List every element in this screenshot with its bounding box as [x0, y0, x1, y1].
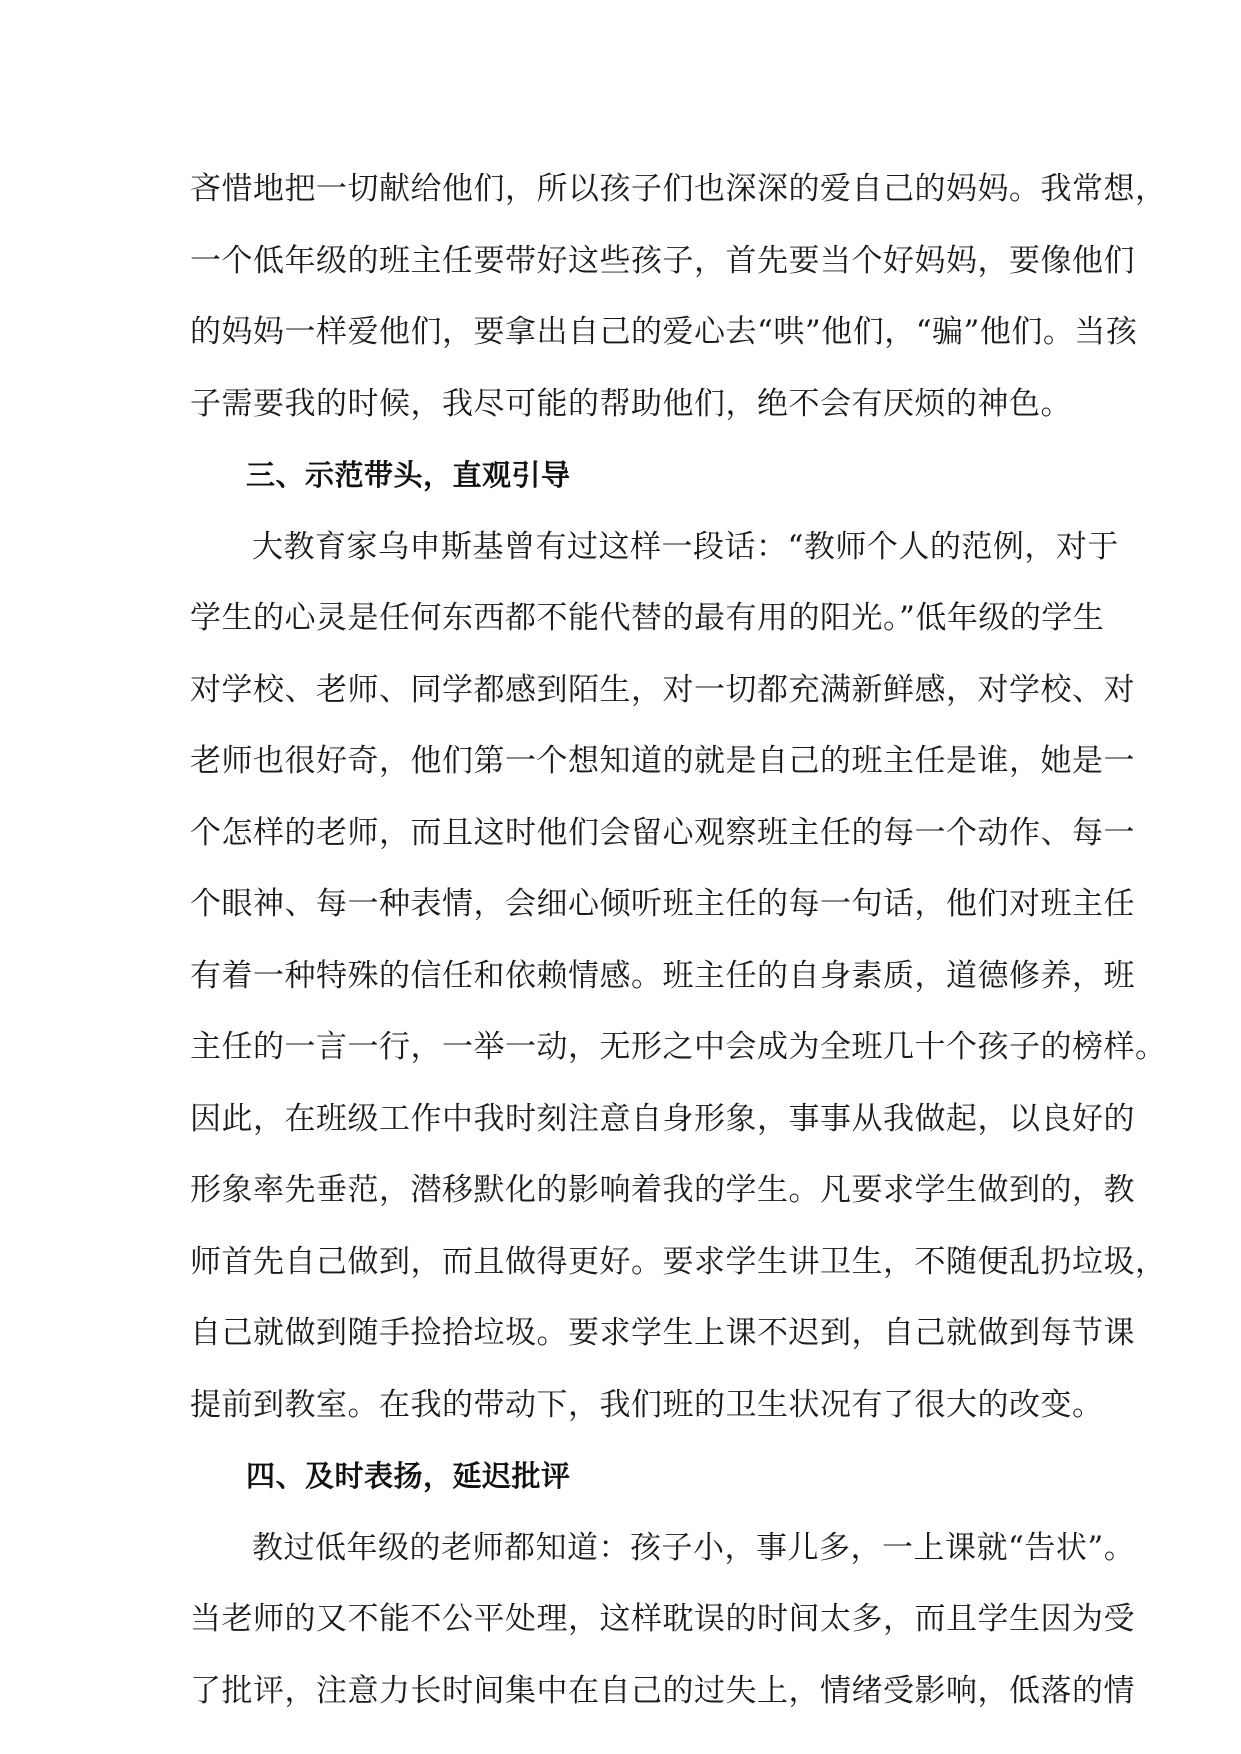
text-line: 个眼神、每一种表情，会细心倾听班主任的每一句话，他们对班主任 [190, 886, 1135, 922]
document-body [190, 154, 1167, 1727]
text-line: 学生的心灵是任何东西都不能代替的最有用的阳光。”低年级的学生 [190, 600, 1105, 636]
text-line: 的妈妈一样爱他们，要拿出自己的爱心去“哄”他们，“骗”他们。当孩 [190, 314, 1138, 350]
text-line: 因此，在班级工作中我时刻注意自身形象，事事从我做起，以良好的 [190, 1100, 1135, 1137]
paragraph-1 [190, 154, 1167, 440]
section-heading-3: 三、示范带头，直观引导 [246, 458, 571, 492]
text-line: 大教育家乌申斯基曾有过这样一段话：“教师个人的范例，对于 [252, 528, 1119, 565]
text-line: 自己就做到随手捡拾垃圾。要求学生上课不迟到，自己就做到每节课 [190, 1315, 1135, 1351]
section-heading-4: 四、及时表扬，延迟批评 [246, 1459, 571, 1493]
text-line: 老师也很好奇，他们第一个想知道的就是自己的班主任是谁，她是一 [190, 743, 1135, 779]
text-line: 师首先自己做到，而且做得更好。要求学生讲卫生，不随便乱扔垃圾， [190, 1243, 1167, 1280]
paragraph-3 [190, 1513, 1136, 1728]
text-line: 提前到教室。在我的带动下，我们班的卫生状况有了很大的改变。 [190, 1386, 1104, 1423]
text-line: 一个低年级的班主任要带好这些孩子，首先要当个好妈妈，要像他们 [190, 242, 1135, 279]
text-line: 形象率先垂范，潜移默化的影响着我的学生。凡要求学生做到的，教 [190, 1172, 1135, 1208]
text-line: 个怎样的老师，而且这时他们会留心观察班主任的每一个动作、每一 [190, 814, 1135, 851]
text-line: 子需要我的时候，我尽可能的帮助他们，绝不会有厌烦的神色。 [190, 385, 1072, 422]
text-line: 了批评，注意力长时间集中在自己的过失上，情绪受影响，低落的情 [190, 1672, 1135, 1709]
text-line: 有着一种特殊的信任和依赖情感。班主任的自身素质，道德修养，班 [190, 957, 1135, 994]
text-line: 教过低年级的老师都知道：孩子小，事儿多，一上课就“告状”。 [252, 1529, 1136, 1566]
paragraph-2 [190, 512, 1167, 1442]
text-line: 当老师的又不能不公平处理，这样耽误的时间太多，而且学生因为受 [190, 1601, 1135, 1637]
text-line: 主任的一言一行，一举一动，无形之中会成为全班几十个孩子的榜样。 [190, 1029, 1167, 1065]
text-line: 对学校、老师、同学都感到陌生，对一切都充满新鲜感，对学校、对 [190, 671, 1135, 708]
text-line: 吝惜地把一切献给他们，所以孩子们也深深的爱自己的妈妈。我常想， [190, 171, 1167, 207]
